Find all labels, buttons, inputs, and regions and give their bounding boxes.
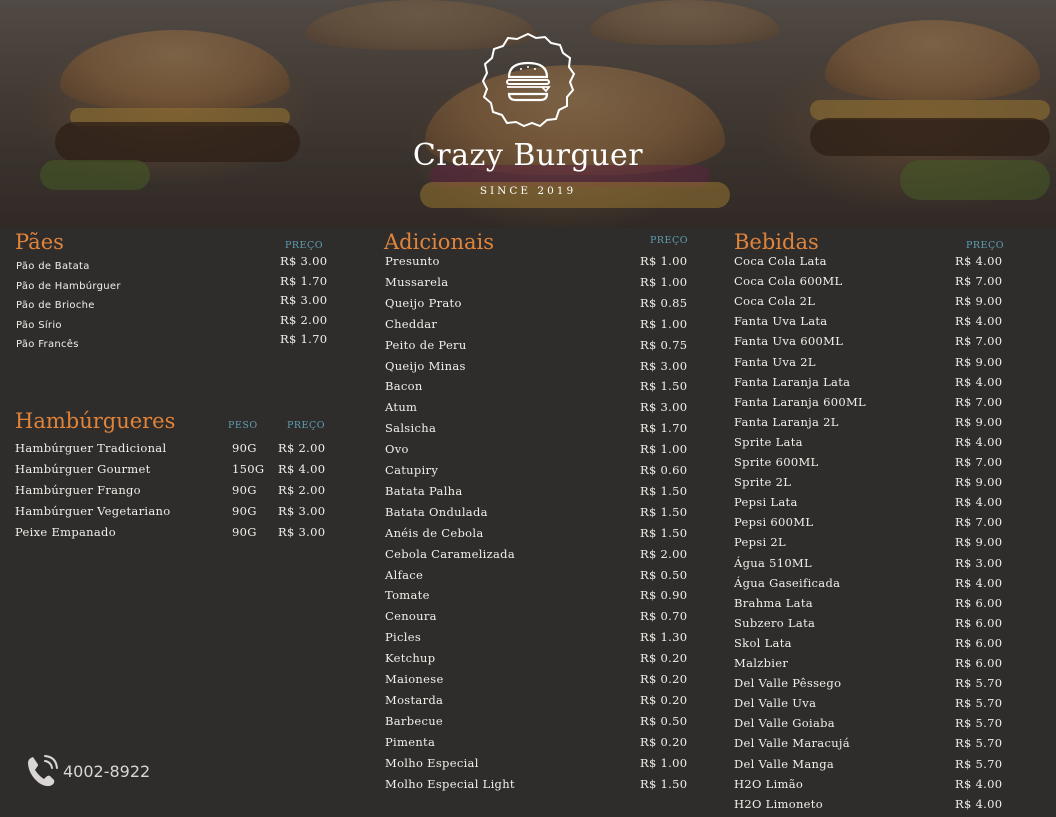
menu-item-row <box>734 757 1034 777</box>
menu-item-row <box>385 609 705 629</box>
menu-item-name: Catupiry <box>385 463 439 477</box>
menu-item-name: Pepsi 600ML <box>734 515 814 530</box>
menu-item-price: R$ 2.00 <box>278 441 326 455</box>
menu-item-price: R$ 2.00 <box>640 546 688 561</box>
menu-item-price: R$ 4.00 <box>955 495 1003 510</box>
menu-item-name: Brahma Lata <box>734 595 813 610</box>
brand-title: Crazy Burguer <box>412 138 644 173</box>
menu-item-row <box>734 535 1034 555</box>
menu-item-price: R$ 1.70 <box>640 421 688 436</box>
menu-item-price: R$ 3.00 <box>955 555 1003 570</box>
menu-item-name: Presunto <box>385 254 440 268</box>
menu-item-row <box>734 254 1034 274</box>
menu-item-name: Pão de Hambúrguer <box>16 280 121 292</box>
menu-item-row <box>16 332 336 359</box>
menu-item-row <box>15 504 335 524</box>
adicionais-price-header: PREÇO <box>650 235 689 246</box>
menu-item-row <box>15 462 335 482</box>
menu-item-price: R$ 1.50 <box>640 525 688 540</box>
menu-item-name: Peito de Peru <box>385 337 467 352</box>
menu-item-row <box>734 616 1034 636</box>
menu-item-price: R$ 1.00 <box>640 274 688 289</box>
menu-item-price: R$ 4.00 <box>955 434 1003 449</box>
menu-item-name: Molho Especial Light <box>385 776 515 791</box>
menu-item-row <box>734 797 1034 817</box>
menu-item-price: R$ 9.00 <box>955 475 1003 490</box>
menu-item-name: Pepsi Lata <box>734 495 798 510</box>
menu-item-name: Bacon <box>385 379 423 394</box>
menu-item-price: R$ 5.70 <box>955 676 1003 691</box>
menu-item-name: Skol Lata <box>734 635 792 650</box>
menu-item-price: R$ 1.30 <box>640 630 688 645</box>
menu-item-row <box>385 777 705 797</box>
menu-item-name: Molho Especial <box>385 755 479 770</box>
menu-item-name: Maionese <box>385 672 444 686</box>
menu-item-name: Ovo <box>385 442 409 457</box>
menu-item-price: R$ 5.70 <box>955 756 1003 771</box>
menu-item-name: Sprite 600ML <box>734 455 819 469</box>
menu-item-row <box>385 505 705 525</box>
menu-item-price: R$ 7.00 <box>955 515 1003 530</box>
menu-item-price: R$ 3.00 <box>278 525 326 539</box>
menu-item-name: Cenoura <box>385 609 437 624</box>
menu-item-price: R$ 0.85 <box>640 295 688 310</box>
menu-item-row <box>385 672 705 692</box>
menu-item-price: R$ 4.00 <box>278 462 326 476</box>
burger-logo-icon <box>480 31 576 127</box>
menu-item-price: R$ 3.00 <box>280 293 328 308</box>
menu-item-price: R$ 6.00 <box>955 635 1003 650</box>
section-title-paes: Pães <box>15 230 64 254</box>
menu-item-name: Fanta Laranja Lata <box>734 374 851 389</box>
menu-item-price: R$ 0.60 <box>640 463 688 477</box>
menu-item-price: R$ 5.70 <box>955 696 1003 711</box>
hamburgueres-price-header: PREÇO <box>287 420 326 431</box>
menu-item-price: R$ 9.00 <box>955 354 1003 369</box>
menu-item-price: R$ 3.00 <box>640 358 688 373</box>
section-title-hamburgueres: Hambúrgueres <box>15 409 176 433</box>
menu-item-name: Cebola Caramelizada <box>385 546 515 561</box>
menu-item-name: Batata Palha <box>385 483 463 498</box>
menu-item-name: Mussarela <box>385 274 449 289</box>
menu-item-name: Malzbier <box>734 656 789 670</box>
menu-item-name: Hambúrguer Gourmet <box>15 462 151 476</box>
menu-item-price: R$ 0.50 <box>640 713 688 728</box>
menu-item-price: R$ 0.90 <box>640 588 688 603</box>
menu-item-price: R$ 7.00 <box>955 394 1003 409</box>
brand-since: SINCE 2019 <box>479 185 577 197</box>
menu-item-row <box>734 475 1034 495</box>
menu-item-row <box>385 547 705 567</box>
menu-item-row <box>734 314 1034 334</box>
paes-price-header: PREÇO <box>285 240 324 251</box>
menu-item-price: R$ 4.00 <box>955 374 1003 389</box>
phone-number: 4002-8922 <box>63 762 151 781</box>
menu-item-row <box>15 483 335 503</box>
menu-item-price: R$ 1.50 <box>640 483 688 498</box>
menu-item-price: R$ 1.00 <box>640 755 688 770</box>
menu-item-row <box>385 588 705 608</box>
section-title-bebidas: Bebidas <box>734 230 819 254</box>
menu-item-row <box>385 714 705 734</box>
menu-item-row <box>734 556 1034 576</box>
menu-item-name: Queijo Minas <box>385 358 466 373</box>
menu-item-row <box>385 338 705 358</box>
menu-item-price: R$ 0.20 <box>640 672 688 686</box>
menu-item-price: R$ 6.00 <box>955 595 1003 610</box>
menu-item-name: Alface <box>385 567 424 582</box>
contact-phone <box>25 754 165 790</box>
menu-item-name: Del Valle Goiaba <box>734 716 835 731</box>
menu-item-name: Del Valle Pêssego <box>734 676 842 691</box>
menu-item-name: Subzero Lata <box>734 615 816 630</box>
menu-item-name: Batata Ondulada <box>385 504 488 519</box>
menu-item-name: Peixe Empanado <box>15 525 116 539</box>
menu-item-price: R$ 5.70 <box>955 716 1003 731</box>
menu-item-price: R$ 0.50 <box>640 567 688 582</box>
menu-item-row <box>385 296 705 316</box>
menu-item-row <box>734 334 1034 354</box>
menu-item-name: Pão Sírio <box>16 319 62 331</box>
menu-item-price: R$ 1.50 <box>640 776 688 791</box>
menu-item-price: R$ 9.00 <box>955 535 1003 550</box>
menu-item-name: Coca Cola Lata <box>734 254 827 268</box>
menu-item-weight: 90G <box>232 483 257 497</box>
menu-item-name: Mostarda <box>385 692 444 707</box>
menu-item-name: Hambúrguer Frango <box>15 483 141 497</box>
menu-item-row <box>734 435 1034 455</box>
menu-item-weight: 90G <box>232 504 257 518</box>
menu-item-name: Atum <box>385 400 418 415</box>
menu-item-row <box>385 400 705 420</box>
menu-item-weight: 90G <box>232 525 257 539</box>
menu-item-name: Pão de Batata <box>16 261 90 272</box>
menu-item-price: R$ 4.00 <box>955 314 1003 329</box>
menu-item-name: H2O Limoneto <box>734 796 823 811</box>
menu-item-row <box>385 359 705 379</box>
menu-item-row <box>385 463 705 483</box>
menu-item-weight: 90G <box>232 441 257 455</box>
menu-item-name: H2O Limão <box>734 776 804 791</box>
menu-item-price: R$ 1.00 <box>640 254 688 268</box>
menu-item-row <box>734 415 1034 435</box>
menu-item-name: Fanta Uva 600ML <box>734 334 844 349</box>
menu-item-row <box>385 421 705 441</box>
menu-item-name: Pão Francês <box>16 339 79 351</box>
menu-item-name: Del Valle Maracujá <box>734 736 850 751</box>
section-title-adicionais: Adicionais <box>384 230 494 254</box>
menu-item-price: R$ 3.00 <box>640 400 688 415</box>
menu-item-price: R$ 4.00 <box>955 776 1003 791</box>
menu-item-row <box>734 515 1034 535</box>
menu-item-row <box>734 736 1034 756</box>
menu-item-price: R$ 7.00 <box>955 455 1003 469</box>
menu-item-name: Pão de Brioche <box>16 300 95 312</box>
menu-item-weight: 150G <box>232 462 265 476</box>
menu-item-price: R$ 5.70 <box>955 736 1003 751</box>
menu-item-price: R$ 3.00 <box>280 254 328 268</box>
menu-item-row <box>734 495 1034 515</box>
menu-item-price: R$ 1.50 <box>640 379 688 394</box>
menu-item-name: Fanta Uva 2L <box>734 354 816 369</box>
menu-item-price: R$ 4.00 <box>955 796 1003 811</box>
menu-item-price: R$ 1.00 <box>640 442 688 457</box>
menu-item-row <box>734 576 1034 596</box>
menu-item-name: Fanta Laranja 600ML <box>734 394 866 409</box>
menu-item-name: Salsicha <box>385 421 437 436</box>
menu-item-price: R$ 7.00 <box>955 274 1003 289</box>
menu-item-name: Del Valle Uva <box>734 696 817 711</box>
menu-item-row <box>385 756 705 776</box>
menu-item-row <box>734 274 1034 294</box>
menu-item-row <box>385 526 705 546</box>
menu-item-row <box>385 651 705 671</box>
menu-item-row <box>15 441 335 461</box>
menu-item-row <box>385 275 705 295</box>
menu-item-price: R$ 2.00 <box>278 483 326 497</box>
phone-icon <box>25 754 59 788</box>
menu-item-price: R$ 1.70 <box>280 273 328 288</box>
menu-item-row <box>385 254 705 274</box>
hamburgueres-weight-header: PESO <box>228 420 258 431</box>
menu-item-row <box>734 596 1034 616</box>
menu-item-row <box>734 676 1034 696</box>
menu-item-price: R$ 7.00 <box>955 334 1003 349</box>
menu-item-row <box>734 656 1034 676</box>
menu-item-name: Anéis de Cebola <box>385 525 484 540</box>
menu-item-name: Coca Cola 2L <box>734 294 816 309</box>
menu-item-row <box>385 568 705 588</box>
menu-item-row <box>385 735 705 755</box>
bebidas-price-header: PREÇO <box>966 240 1005 251</box>
menu-item-name: Pimenta <box>385 734 436 749</box>
menu-item-row <box>734 455 1034 475</box>
menu-item-price: R$ 0.70 <box>640 609 688 624</box>
menu-item-name: Sprite Lata <box>734 434 803 449</box>
hero-banner <box>0 0 1056 228</box>
menu-item-price: R$ 1.70 <box>280 332 328 347</box>
menu-item-name: Fanta Uva Lata <box>734 314 828 329</box>
menu-item-name: Água 510ML <box>734 555 812 570</box>
menu-item-row <box>734 716 1034 736</box>
menu-item-price: R$ 0.20 <box>640 734 688 749</box>
menu-item-name: Coca Cola 600ML <box>734 274 843 289</box>
menu-item-name: Tomate <box>385 588 430 603</box>
menu-item-name: Fanta Laranja 2L <box>734 414 839 429</box>
menu-item-price: R$ 0.20 <box>640 651 688 666</box>
menu-item-price: R$ 1.00 <box>640 316 688 331</box>
menu-item-row <box>734 294 1034 314</box>
menu-item-row <box>734 375 1034 395</box>
menu-item-name: Picles <box>385 630 422 645</box>
menu-item-price: R$ 4.00 <box>955 575 1003 590</box>
menu-item-name: Sprite 2L <box>734 475 792 490</box>
menu-item-price: R$ 0.20 <box>640 692 688 707</box>
menu-item-row <box>385 379 705 399</box>
menu-item-name: Pepsi 2L <box>734 535 786 550</box>
menu-item-price: R$ 6.00 <box>955 656 1003 670</box>
menu-item-price: R$ 0.75 <box>640 337 688 352</box>
menu-item-price: R$ 3.00 <box>278 504 326 518</box>
menu-item-name: Ketchup <box>385 651 436 666</box>
menu-item-price: R$ 9.00 <box>955 414 1003 429</box>
menu-item-name: Cheddar <box>385 316 438 331</box>
menu-item-price: R$ 4.00 <box>955 254 1003 268</box>
menu-item-name: Hambúrguer Vegetariano <box>15 504 171 518</box>
menu-item-row <box>385 484 705 504</box>
menu-item-row <box>15 525 335 545</box>
menu-item-name: Barbecue <box>385 713 444 728</box>
menu-item-name: Queijo Prato <box>385 295 462 310</box>
menu-item-price: R$ 1.50 <box>640 504 688 519</box>
menu-item-row <box>734 355 1034 375</box>
menu-item-row <box>734 395 1034 415</box>
menu-item-row <box>734 777 1034 797</box>
menu-item-row <box>734 696 1034 716</box>
menu-item-row <box>385 630 705 650</box>
menu-item-row <box>385 317 705 337</box>
menu-item-name: Água Gaseificada <box>734 575 841 590</box>
menu-item-row <box>734 636 1034 656</box>
menu-item-name: Del Valle Manga <box>734 756 835 771</box>
menu-item-price: R$ 2.00 <box>280 312 328 327</box>
menu-item-row <box>385 442 705 462</box>
menu-item-row <box>385 693 705 713</box>
menu-item-price: R$ 9.00 <box>955 294 1003 309</box>
menu-item-price: R$ 6.00 <box>955 615 1003 630</box>
menu-item-name: Hambúrguer Tradicional <box>15 441 167 455</box>
